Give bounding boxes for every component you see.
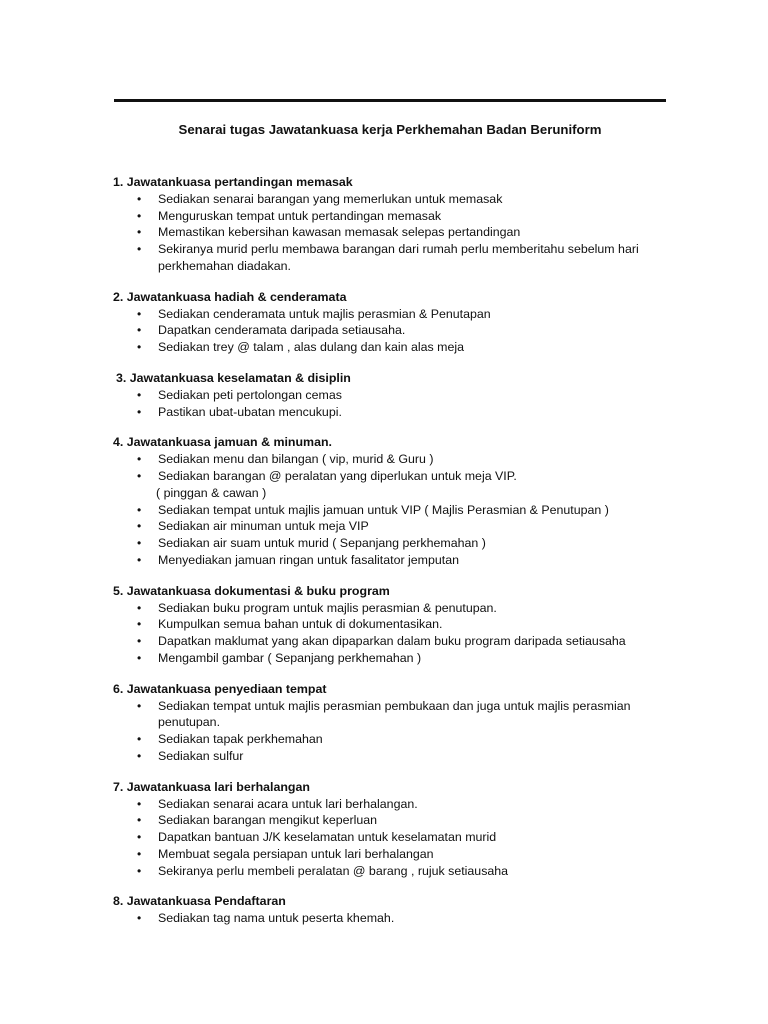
list-item	[113, 224, 673, 241]
list-item	[113, 650, 673, 667]
item-text: Sediakan air suam untuk murid ( Sepanjang perkhemahan )	[158, 536, 486, 551]
bullet-icon: •	[137, 698, 142, 713]
item-list	[113, 910, 673, 927]
list-item	[113, 552, 673, 569]
bullet-icon: •	[137, 748, 142, 763]
item-list	[113, 387, 673, 421]
item-text: Kumpulkan semua bahan untuk di dokumentasikan.	[158, 617, 443, 632]
item-text: Dapatkan bantuan J/K keselamatan untuk keselamatan murid	[158, 830, 497, 845]
bullet-icon: •	[137, 502, 142, 517]
list-item	[113, 748, 673, 765]
item-text: Memastikan kebersihan kawasan memasak selepas pertandingan	[158, 225, 521, 240]
list-item	[113, 468, 673, 502]
bullet-icon: •	[137, 468, 142, 483]
bullet-icon: •	[137, 732, 142, 747]
item-text: Sediakan buku program untuk majlis perasmian & penutupan.	[158, 600, 497, 615]
list-item	[113, 451, 673, 468]
item-text: Sediakan barangan @ peralatan yang diperlukan untuk meja VIP.	[158, 468, 517, 483]
bullet-icon: •	[137, 634, 142, 649]
item-text: Pastikan ubat-ubatan mencukupi.	[158, 404, 342, 419]
section-heading: 8. Jawatankuasa Pendaftaran	[113, 894, 286, 909]
bullet-icon: •	[137, 911, 142, 926]
list-item	[113, 502, 673, 519]
list-item	[113, 863, 673, 880]
item-text: Membuat segala persiapan untuk lari berhalangan	[158, 846, 434, 861]
bullet-icon: •	[137, 242, 142, 257]
item-list	[113, 698, 673, 765]
section-heading: 4. Jawatankuasa jamuan & minuman.	[113, 435, 332, 450]
bullet-icon: •	[137, 519, 142, 534]
list-item	[113, 518, 673, 535]
item-text: Sediakan senarai barangan yang memerlukan untuk memasak	[158, 191, 503, 206]
item-text: Sediakan tapak perkhemahan	[158, 732, 323, 747]
bullet-icon: •	[137, 536, 142, 551]
bullet-icon: •	[137, 796, 142, 811]
bullet-icon: •	[137, 404, 142, 419]
section-6	[113, 681, 673, 765]
list-item	[113, 731, 673, 748]
section-heading: 7. Jawatankuasa lari berhalangan	[113, 779, 310, 794]
item-text: Sediakan sulfur	[158, 748, 244, 763]
bullet-icon: •	[137, 863, 142, 878]
section-2	[113, 289, 673, 356]
item-text: Sediakan air minuman untuk meja VIP	[158, 519, 369, 534]
bullet-icon: •	[137, 617, 142, 632]
bullet-icon: •	[137, 208, 142, 223]
list-item	[113, 404, 673, 421]
section-heading: 5. Jawatankuasa dokumentasi & buku program	[113, 583, 390, 598]
list-item	[113, 208, 673, 225]
bullet-icon: •	[137, 323, 142, 338]
list-item	[113, 535, 673, 552]
list-item	[113, 600, 673, 617]
item-text: Sediakan barangan mengikut keperluan	[158, 813, 378, 828]
item-list	[113, 191, 673, 275]
section-4	[113, 434, 673, 568]
item-continuation-text: ( pinggan & cawan )	[156, 485, 267, 500]
list-item	[113, 191, 673, 208]
bullet-icon: •	[137, 552, 142, 567]
section-heading: 2. Jawatankuasa hadiah & cenderamata	[113, 289, 347, 304]
list-item	[113, 322, 673, 339]
item-text: Menyediakan jamuan ringan untuk fasalitator jemputan	[158, 552, 459, 567]
item-text: Dapatkan maklumat yang akan dipaparkan dalam buku program daripada setiausaha	[158, 634, 626, 649]
item-list	[113, 796, 673, 880]
section-7	[113, 779, 673, 880]
item-text: Sediakan senarai acara untuk lari berhalangan.	[158, 796, 418, 811]
item-text: Sekiranya perlu membeli peralatan @ barang , rujuk setiausaha	[158, 863, 509, 878]
item-list	[113, 306, 673, 356]
list-item	[113, 796, 673, 813]
section-5	[113, 583, 673, 667]
bullet-icon: •	[137, 306, 142, 321]
list-item	[113, 846, 673, 863]
section-list	[113, 174, 673, 941]
list-item	[113, 241, 673, 275]
item-text: Menguruskan tempat untuk pertandingan memasak	[158, 208, 442, 223]
item-list	[113, 600, 673, 667]
item-text: Sediakan menu dan bilangan ( vip, murid & Guru )	[158, 452, 434, 467]
item-text: Sediakan peti pertolongan cemas	[158, 387, 342, 402]
bullet-icon: •	[137, 813, 142, 828]
bullet-icon: •	[137, 830, 142, 845]
bullet-icon: •	[137, 225, 142, 240]
list-item	[113, 339, 673, 356]
item-text: Sekiranya murid perlu membawa barangan dari rumah perlu memberitahu sebelum hari perkhemahan diadakan.	[158, 242, 639, 273]
section-heading: 6. Jawatankuasa penyediaan tempat	[113, 681, 327, 696]
list-item	[113, 829, 673, 846]
bullet-icon: •	[137, 191, 142, 206]
item-text: Sediakan tempat untuk majlis jamuan untuk VIP ( Majlis Perasmian & Penutupan )	[158, 502, 609, 517]
section-heading: 1. Jawatankuasa pertandingan memasak	[113, 175, 353, 189]
list-item	[113, 616, 673, 633]
item-text: Mengambil gambar ( Sepanjang perkhemahan )	[158, 650, 422, 665]
top-horizontal-rule	[114, 99, 666, 102]
list-item	[113, 910, 673, 927]
item-text: Sediakan tag nama untuk peserta khemah.	[158, 911, 395, 926]
bullet-icon: •	[137, 387, 142, 402]
list-item	[113, 387, 673, 404]
section-3	[113, 370, 673, 420]
bullet-icon: •	[137, 650, 142, 665]
section-8	[113, 893, 673, 927]
bullet-icon: •	[137, 600, 142, 615]
item-text: Dapatkan cenderamata daripada setiausaha.	[158, 323, 406, 338]
bullet-icon: •	[137, 846, 142, 861]
item-text: Sediakan trey @ talam , alas dulang dan kain alas meja	[158, 340, 464, 355]
bullet-icon: •	[137, 340, 142, 355]
item-text: Sediakan cenderamata untuk majlis perasmian & Penutapan	[158, 306, 491, 321]
list-item	[113, 812, 673, 829]
list-item	[113, 698, 673, 732]
document-title: Senarai tugas Jawatankuasa kerja Perkhemahan Badan Beruniform	[178, 122, 602, 137]
list-item	[113, 306, 673, 323]
list-item	[113, 633, 673, 650]
item-list	[113, 451, 673, 569]
item-text: Sediakan tempat untuk majlis perasmian pembukaan dan juga untuk majlis perasmian penutupan.	[158, 698, 631, 730]
section-1	[113, 174, 673, 275]
section-heading: 3. Jawatankuasa keselamatan & disiplin	[116, 370, 351, 385]
bullet-icon: •	[137, 452, 142, 467]
